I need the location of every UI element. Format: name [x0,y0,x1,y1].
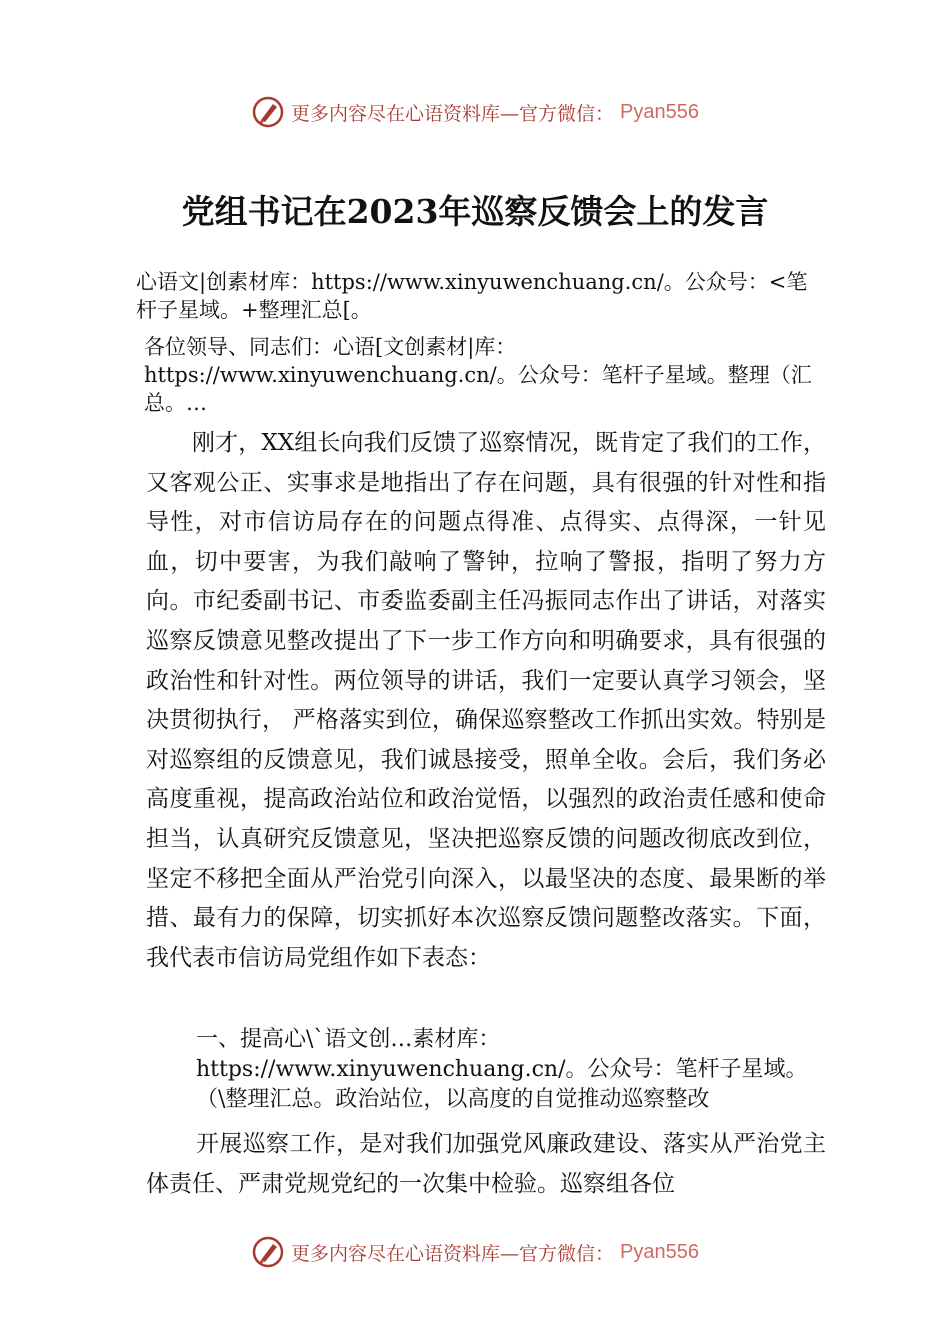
banner-wechat-id: Pyan556 [620,100,699,123]
source-line-2: 各位领导、同志们：心语[文创素材|库：https://www.xinyuwenchuang.cn/。公众号：笔杆子星域。整理（汇总。… [144,335,812,415]
banner-text: 更多内容尽在心语资料库—官方微信： [291,1242,615,1265]
body-paragraph-2: 开展巡察工作，是对我们加强党风廉政建设、落实从严治党主体责任、严肃党规党纪的一次集中检验。巡察组各位 [146,1131,826,1197]
header-banner [0,92,950,132]
footer-banner [0,1232,950,1272]
pen-logo-icon [251,95,285,129]
page-title: 党组书记在2023年巡察反馈会上的发言 [181,192,769,231]
source-line-1: 心语文|创素材库：https://www.xinyuwenchuang.cn/。公众号：<笔杆子星域。+整理汇总[。 [136,270,808,322]
banner-text: 更多内容尽在心语资料库—官方微信： [291,102,615,125]
body-paragraph-1: 刚才，XX组长向我们反馈了巡察情况，既肯定了我们的工作，又客观公正、实事求是地指出了存在问题，具有很强的针对性和指导性，对市信访局存在的问题点得准、点得实、点得深，一针见血，切中要害，为我们敲响了警钟，拉响了警报，指明了努力方向。市纪委副书记、市委监委副主任冯振同志作出了讲话，对落实巡察反馈意见整改提出了下一步工作方向和明确要求，具有很强的政治性和针对性。两位领导的讲话，我们一定要认真学习领会，坚决贯彻执行， 严格落实到位，确保巡察整改工作抓出实效。特别是对巡察组的反馈意见，我们诚恳接受，照单全收。会后，我们务必高度重视，提高政治站位和政治觉悟，以强烈的政治责任感和使命担当，认真研究反馈意见，坚决把巡察反馈的问题改彻底改到位，坚定不移把全面从严治党引向深入，以最坚决的态度、最果断的举措、最有力的保障，切实抓好本次巡察反馈问题整改落实。下面，我代表市信访局党组作如下表态： [146,430,826,971]
pen-logo-icon [251,1235,285,1269]
banner-wechat-id: Pyan556 [620,1240,699,1263]
section-heading: 一、提高心\`语文创…素材库：https://www.xinyuwenchuang.cn/。公众号：笔杆子星域。（\整理汇总。政治站位，以高度的自觉推动巡察整改 [196,1027,808,1112]
